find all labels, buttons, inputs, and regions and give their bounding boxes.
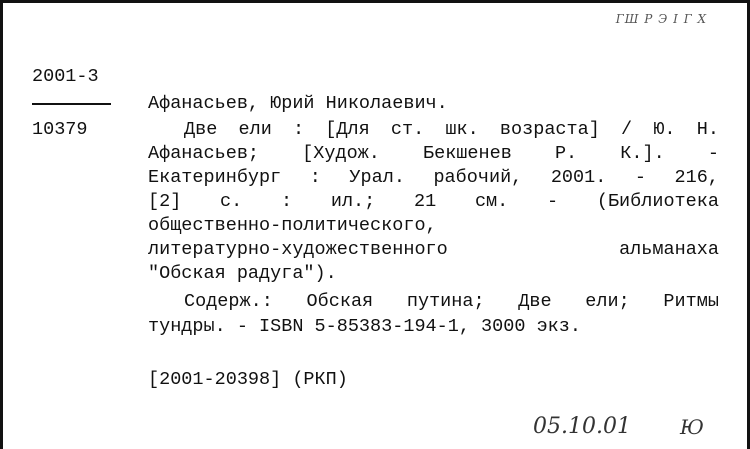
word: Р. xyxy=(554,143,578,164)
word: Ю. xyxy=(653,119,676,140)
description-line-5: общественно-политического, xyxy=(148,215,437,236)
word: ст. xyxy=(390,119,425,140)
handwritten-date: 05.10.01 xyxy=(533,414,631,439)
word: литературно-художественного xyxy=(148,239,448,260)
description-line-4 xyxy=(148,190,719,215)
word: Содерж.: xyxy=(184,291,273,312)
description-line-6 xyxy=(148,238,719,263)
word: 2001. xyxy=(550,167,607,188)
word: путина; xyxy=(406,291,485,312)
word: шк. xyxy=(445,119,479,140)
word: (Библиотека xyxy=(596,191,719,212)
word: Екатеринбург xyxy=(148,167,282,188)
description-line-3 xyxy=(148,166,719,191)
word: ил.; xyxy=(330,191,376,212)
word: ели; xyxy=(585,291,630,312)
description-line-1 xyxy=(184,118,719,143)
word: Бекшенев xyxy=(423,143,512,164)
word: с. xyxy=(220,191,243,212)
description-line-2 xyxy=(148,142,719,167)
word: К.]. xyxy=(620,143,665,164)
word: 21 xyxy=(414,191,437,212)
word: Афанасьев; xyxy=(148,143,260,164)
word: Ритмы xyxy=(663,291,719,312)
word: Обская xyxy=(306,291,374,312)
word: [Худож. xyxy=(302,143,380,164)
word: / xyxy=(621,119,633,140)
divider-line xyxy=(32,103,111,105)
word: Урал. xyxy=(349,167,405,188)
contents-line-2: тундры. - ISBN 5-85383-194-1, 3000 экз. xyxy=(148,316,581,337)
word: : xyxy=(281,191,293,212)
word: Две xyxy=(184,119,218,140)
word: ели xyxy=(238,119,272,140)
word: - xyxy=(634,167,646,188)
word: Две xyxy=(518,291,552,312)
word: 216, xyxy=(674,167,719,188)
word: см. xyxy=(474,191,509,212)
inventory-number: 10379 xyxy=(32,119,88,140)
word: : xyxy=(293,119,305,140)
word: возраста] xyxy=(499,119,600,140)
handwritten-corner-note: ГШ Р Э І Г Х xyxy=(615,12,707,26)
word: - xyxy=(547,191,559,212)
word: альманаха xyxy=(619,239,719,260)
word: - xyxy=(707,143,719,164)
contents-line-1 xyxy=(184,290,719,315)
handwritten-initials: Ю xyxy=(680,415,704,439)
call-number: 2001-3 xyxy=(32,66,99,87)
word: [Для xyxy=(325,119,370,140)
word: Н. xyxy=(696,119,719,140)
word: рабочий, xyxy=(433,167,523,188)
word: [2] xyxy=(148,191,182,212)
description-line-7: "Обская радуга"). xyxy=(148,263,337,284)
registration-number: [2001-20398] (РКП) xyxy=(148,369,348,390)
word: : xyxy=(309,167,321,188)
author-heading: Афанасьев, Юрий Николаевич. xyxy=(148,93,448,114)
